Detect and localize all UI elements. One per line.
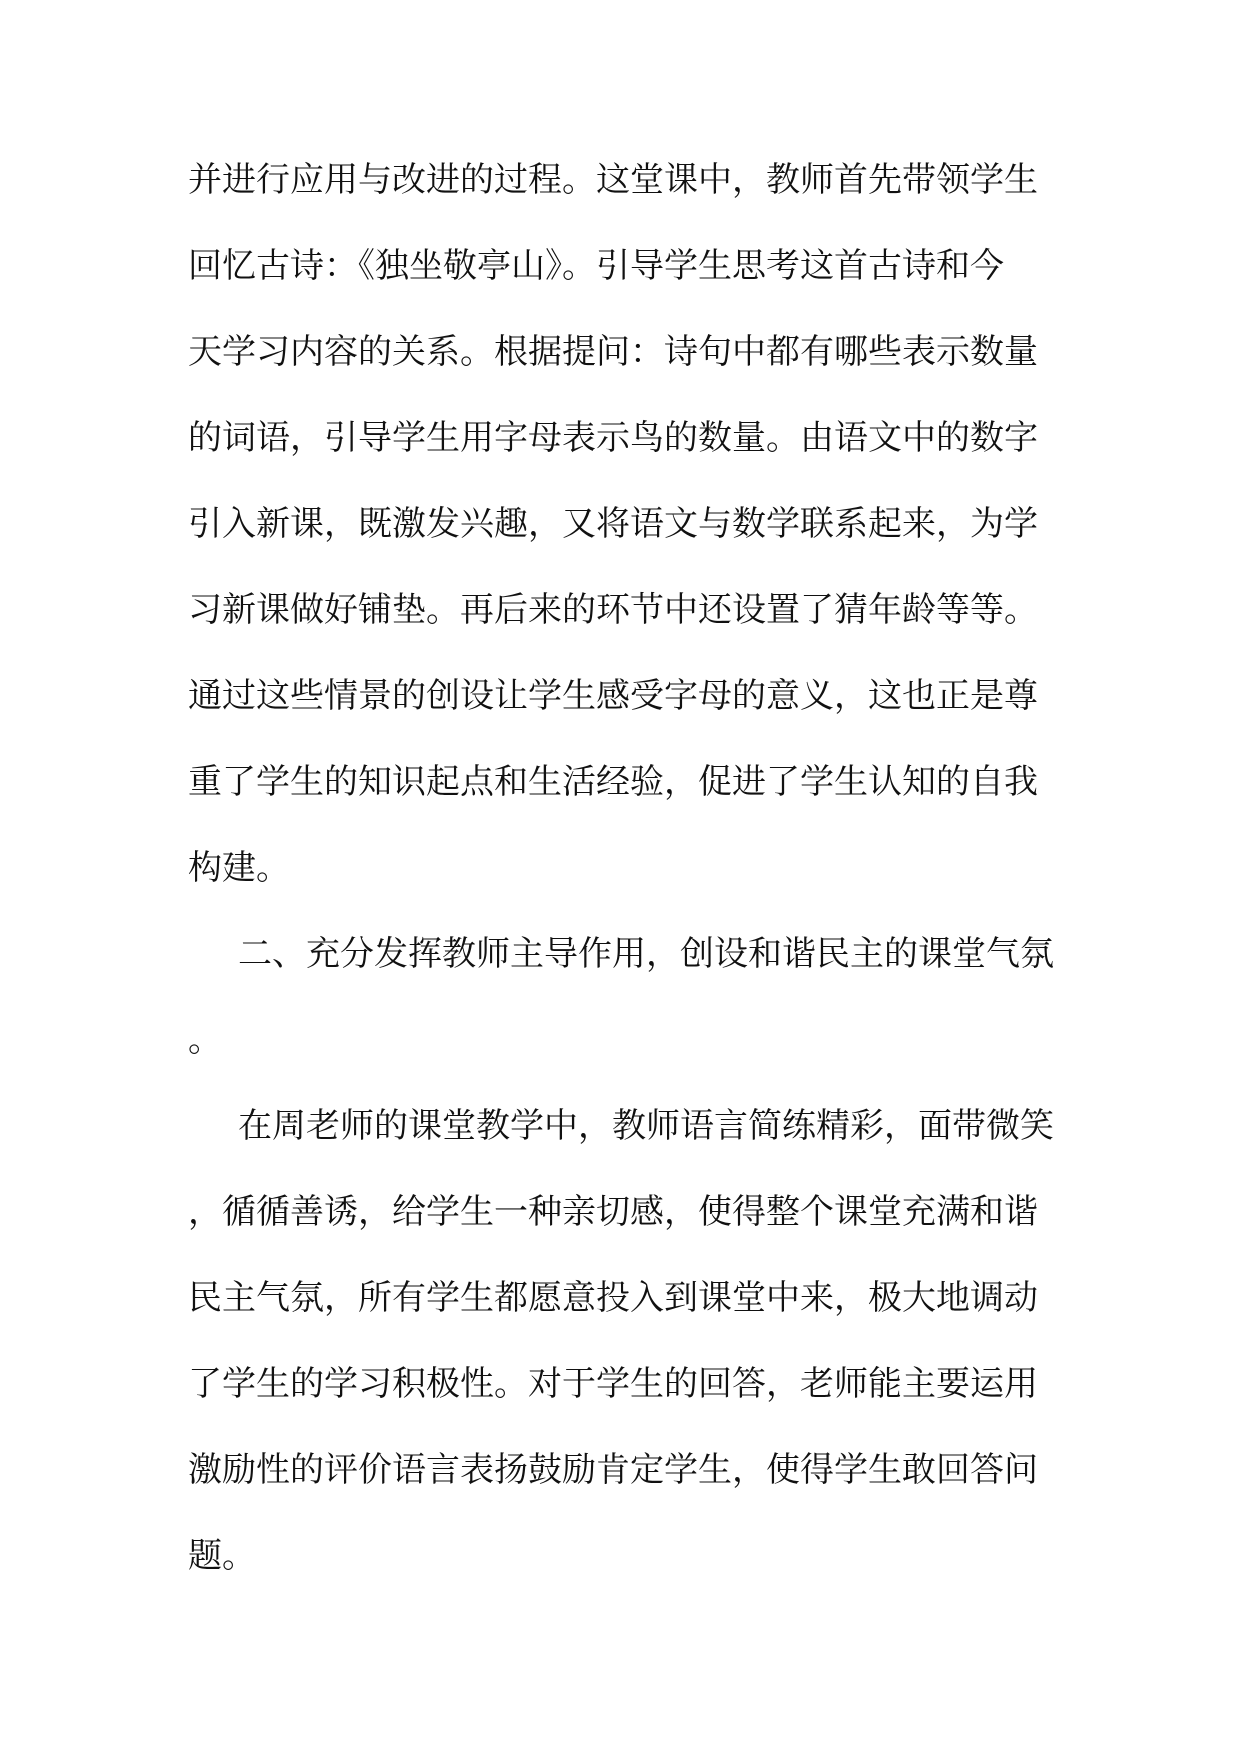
text-line: 重了学生的知识起点和生活经验，促进了学生认知的自我 (188, 762, 1038, 802)
text-line: 。 (188, 1020, 222, 1060)
paragraph (188, 154, 1068, 928)
text-line: 了学生的学习积极性。对于学生的回答，老师能主要运用 (188, 1364, 1038, 1404)
text-line: 习新课做好铺垫。再后来的环节中还设置了猜年龄等等。 (188, 590, 1038, 630)
text-line: 题。 (188, 1536, 256, 1576)
text-line: ，循循善诱，给学生一种亲切感，使得整个课堂充满和谐 (188, 1192, 1038, 1232)
text-line: 构建。 (188, 848, 290, 888)
section-heading-paragraph (188, 928, 1068, 1100)
text-line: 的词语，引导学生用字母表示鸟的数量。由语文中的数字 (188, 418, 1038, 458)
paragraph (188, 1100, 1068, 1616)
text-line: 并进行应用与改进的过程。这堂课中，教师首先带领学生 (188, 160, 1038, 200)
section-heading: 二、充分发挥教师主导作用，创设和谐民主的课堂气氛 (238, 934, 1054, 974)
text-line: 回忆古诗：《独坐敬亭山》。引导学生思考这首古诗和今 (188, 246, 1004, 286)
text-line: 天学习内容的关系。根据提问：诗句中都有哪些表示数量 (188, 332, 1038, 372)
text-line: 引入新课，既激发兴趣，又将语文与数学联系起来，为学 (188, 504, 1038, 544)
document-body (188, 154, 1068, 1616)
text-line: 通过这些情景的创设让学生感受字母的意义，这也正是尊 (188, 676, 1038, 716)
text-line: 激励性的评价语言表扬鼓励肯定学生，使得学生敢回答问 (188, 1450, 1038, 1490)
text-line: 在周老师的课堂教学中，教师语言简练精彩，面带微笑 (238, 1106, 1054, 1146)
text-line: 民主气氛，所有学生都愿意投入到课堂中来，极大地调动 (188, 1278, 1038, 1318)
